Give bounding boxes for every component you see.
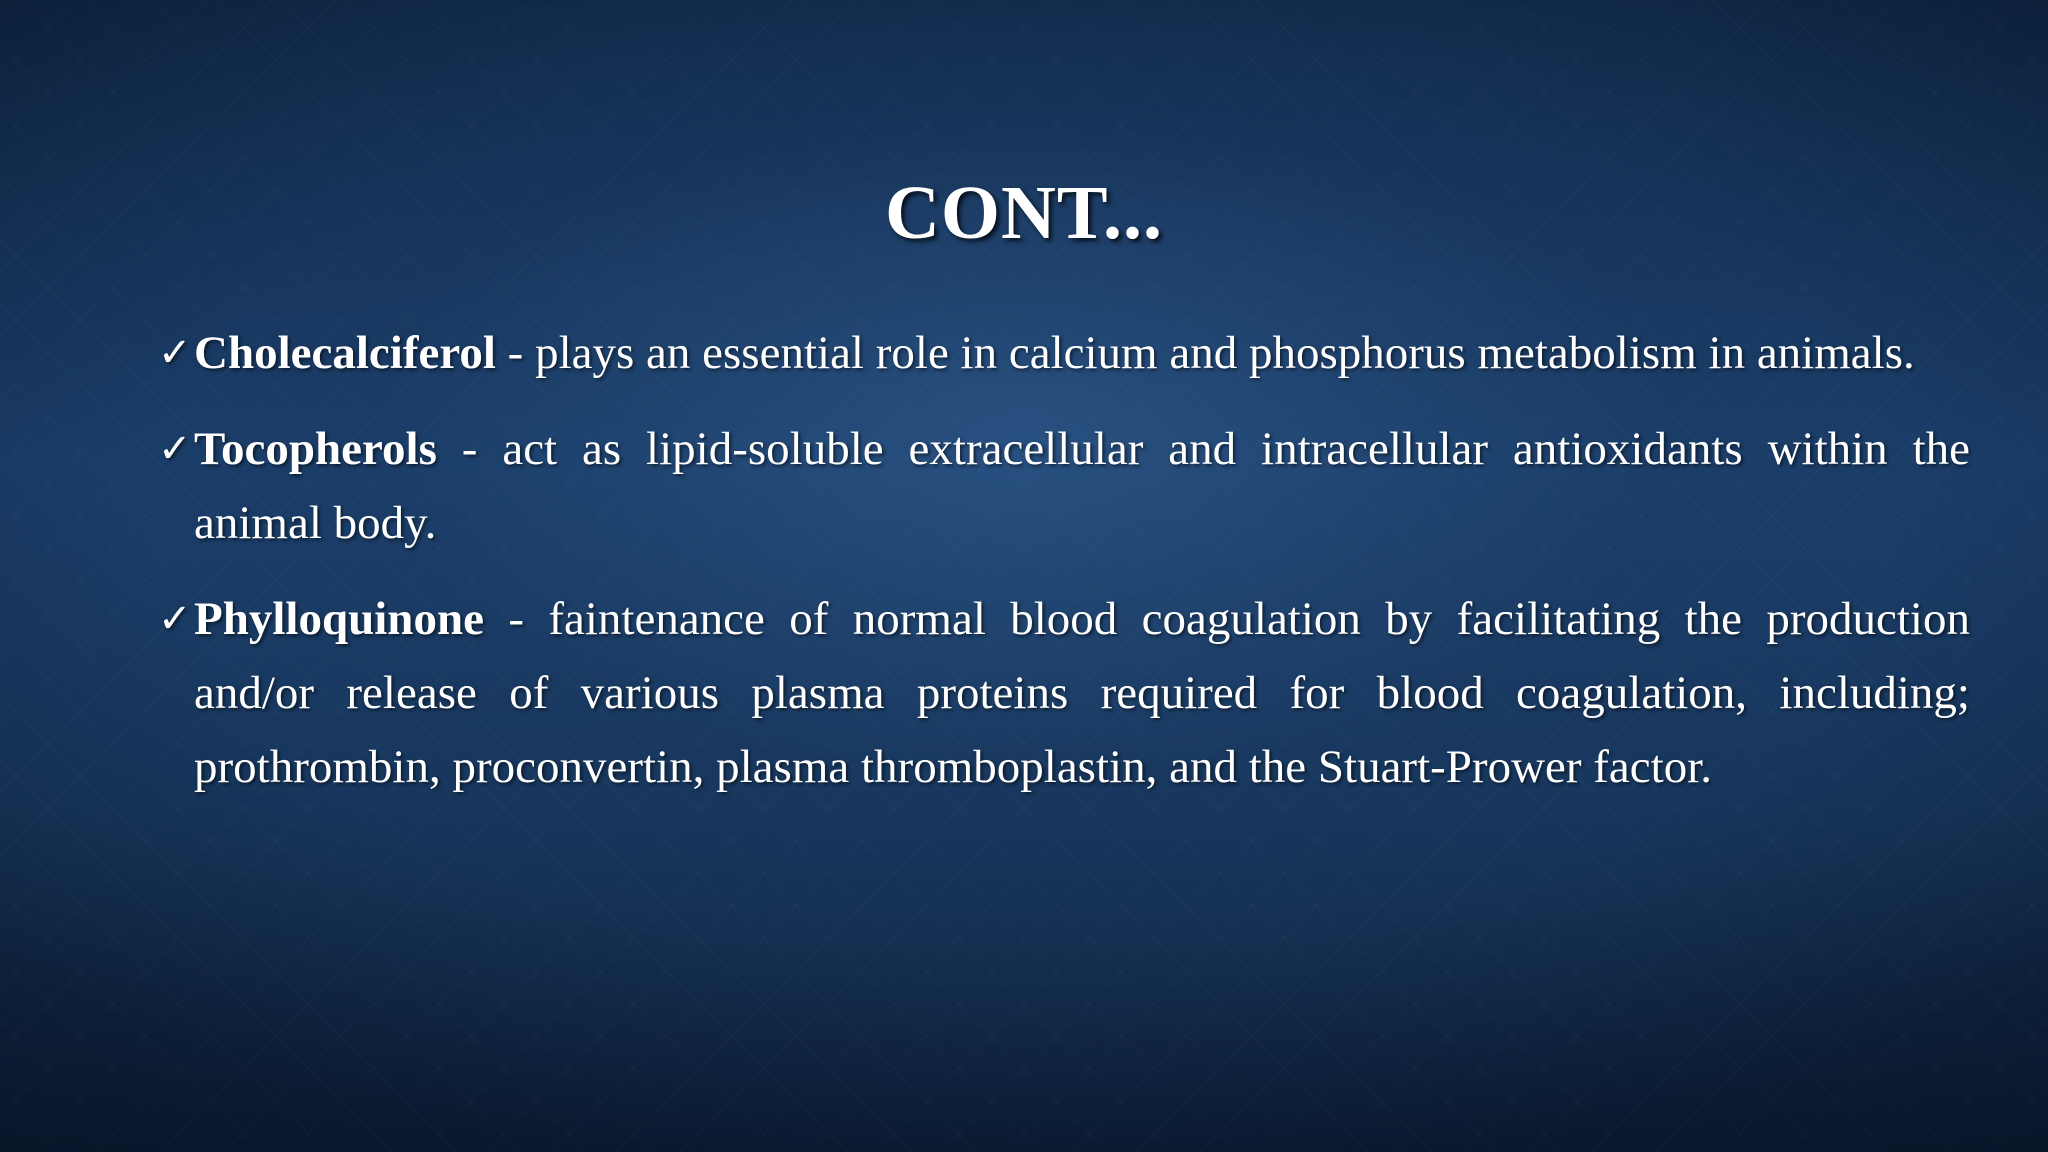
slide-title: CONT... <box>885 171 1163 255</box>
bullet-list <box>158 316 1970 826</box>
bullet-term: Phylloquinone <box>194 593 484 645</box>
bullet-term: Tocopherols <box>194 423 437 475</box>
bullet-text: - act as lipid-soluble extracellular and intracellular antioxidants within the animal body. <box>194 423 1970 549</box>
bullet-term: Cholecalciferol <box>194 327 496 379</box>
bullet-item-phylloquinone <box>158 582 1970 804</box>
bullet-item-cholecalciferol <box>158 316 1970 390</box>
check-icon: ✓ <box>158 426 192 472</box>
check-icon: ✓ <box>158 330 192 376</box>
bullet-item-tocopherols <box>158 412 1970 560</box>
bullet-text: - faintenance of normal blood coagulation by facilitating the production and/or release of various plasma proteins required for blood coagulation, including; prothrombin, proconvertin, plasma thromboplastin, and the Stuart-Prower factor. <box>194 593 1970 793</box>
check-icon: ✓ <box>158 596 192 642</box>
bullet-text: - plays an essential role in calcium and phosphorus metabolism in animals. <box>495 327 1915 379</box>
